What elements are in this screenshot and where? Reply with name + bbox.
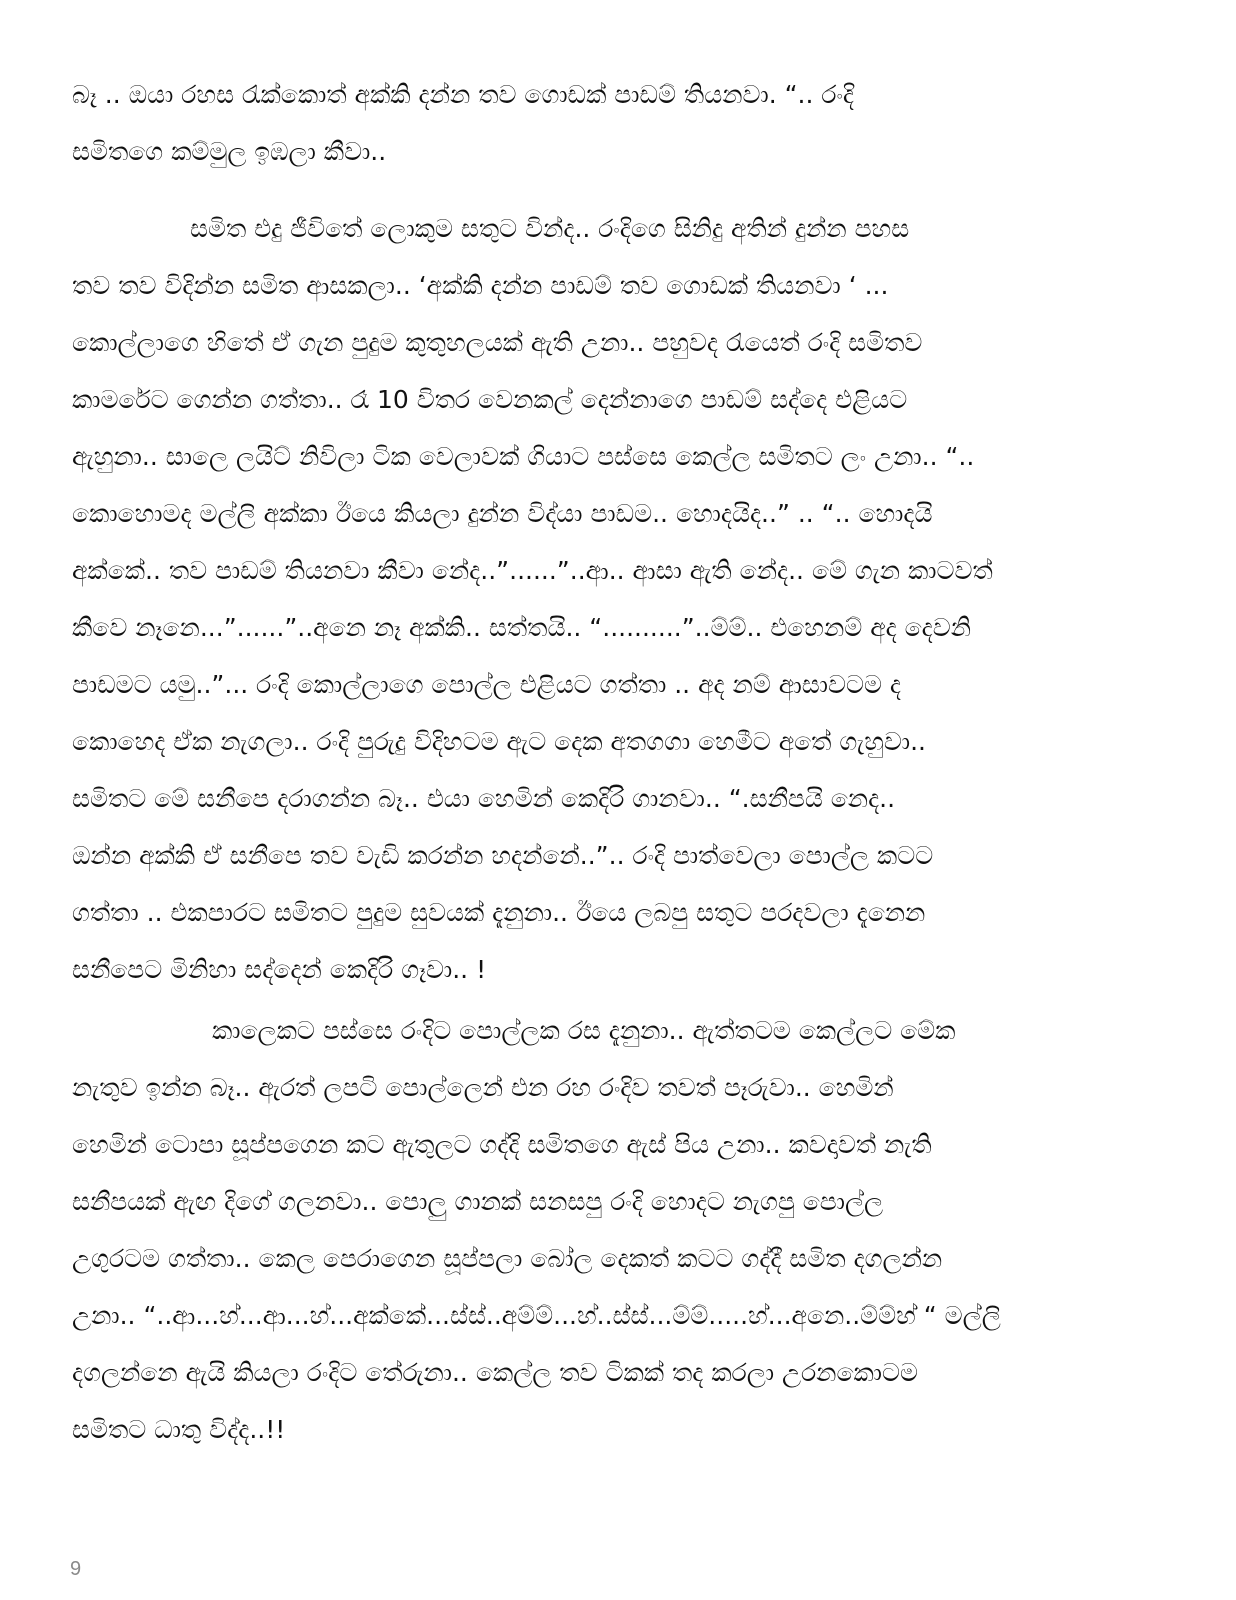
text-line: සමිතට මේ සනීපෙ දරාගන්න බෑ.. එයා හෙමින් කෙදිරි ගානවා.. “.සනීපයි නෙද.. [72, 784, 896, 813]
text-line: කොල්ලාගෙ හිතේ ඒ ගැන පුදුම කුතුහලයක් ඇති උනා.. පහුවද රැයෙත් රංදි සමිතව [72, 328, 923, 357]
text-line: කාලෙකට පස්සෙ රංදිට පොල්ලක රස දැනුනා.. ඇත්තටම කෙල්ලට මේක [212, 1016, 956, 1045]
text-line: තව තව විදින්න සමිත ආසකලා.. ‘අක්කි දන්න පාඩම් තව ගොඩක් තියනවා ‘ ... [72, 271, 889, 300]
paragraph-2 [72, 200, 1162, 998]
text-line: උනා.. “..ආ...හ්...ආ...හ්...අක්කේ...ස්ස්..අම්ම්...හ්..ස්ස්...ම්ම්.....හ්...අනෙ..ම්ම්හ් “ මල්ලි [72, 1301, 1001, 1330]
text-line: කාමරේට ගෙන්න ගත්තා.. රෑ 10 විතර වෙනකල් දෙන්නාගෙ පාඩම් සද්දෙ එළියට [72, 385, 908, 414]
paragraph-1 [72, 66, 1162, 180]
text-line: කීවෙ නෑනෙ...”......”..අනෙ නෑ අක්කි.. සත්තයි.. “..........”..ම්ම්.. එහෙනම් අද දෙවනි [72, 613, 972, 642]
text-line: හෙමින් ටොපා සූප්පගෙන කට ඇතුලට ගද්දි සමිතගෙ ඇස් පිය උනා.. කවදාවත් නැති [72, 1130, 932, 1159]
text-line: නැතුව ඉන්න බෑ.. ඇරත් ලපටි පොල්ලෙන් එන රහ රංදිව තවත් පෑරුවා.. හෙමින් [72, 1073, 894, 1102]
text-line: කොහොමද මල්ලි අක්කා ඊයෙ කියලා දුන්න විද්යා පාඩම.. හොදයිද..” .. “.. හොදයි [72, 499, 933, 528]
text-line: ඔන්න අක්කි ඒ සනීපෙ තව වැඩි කරන්න හදන්නේ..”.. රංදි පාත්වෙලා පොල්ල කටට [72, 841, 934, 870]
text-line: දගලන්නෙ ඇයි කියලා රංදිට තේරුනා.. කෙල්ල තව ටිකක් තද කරලා උරනකොටම [72, 1358, 918, 1387]
text-line: සනීපයක් ඇඟ දිගේ ගලනවා.. පොලු ගානක් සනසපු රංදි හොදට නැගපු පොල්ල [72, 1187, 884, 1216]
paragraph-3 [72, 1002, 1162, 1458]
text-line: ගත්තා .. එකපාරට සමිතට පුදුම සුවයක් දැනුනා.. ඊයෙ ලබපු සතුට පරදවලා දැනෙන [72, 898, 926, 927]
text-line: සමිත එදු ජීවිතේ ලොකුම සතුට වින්ද.. රංදිගෙ සිනිදු අතින් දුන්න පහස [190, 214, 910, 243]
text-line: අක්කේ.. තව පාඩම් තියනවා කීවා නේද..”......”..ආ.. ආසා ඇති නේද.. මේ ගැන කාටවත් [72, 556, 993, 585]
page-number: 9 [70, 1558, 82, 1580]
text-line: සමිතට ධාතු විද්ද..!! [72, 1415, 286, 1444]
text-line: ඇහුනා.. සාලෙ ලයිට් නිවිලා ටික වෙලාවක් ගියාට පස්සෙ කෙල්ල සමිතට ලං උනා.. “.. [72, 442, 975, 471]
text-line: සනීපෙට මිනිහා සද්දෙන් කෙදිරි ගෑවා.. ! [72, 955, 487, 984]
text-line: උගුරටම ගත්තා.. කෙල පෙරාගෙන සූප්පලා බෝල දෙකත් කටට ගද්දී සමිත දගලන්න [72, 1244, 943, 1273]
text-line: බෑ .. ඔයා රහස රැක්කොත් අක්කි දන්න තව ගොඩක් පාඩම් තියනවා. “.. රංදි [72, 80, 854, 109]
text-line: සමිතගෙ කම්මුල ඉඹලා කීවා.. [72, 137, 387, 166]
text-line: කොහෙද ඒක නැගලා.. රංදි පුරුදු විදිහටම ඇට දෙක අතගගා හෙමීට අතේ ගැහුවා.. [72, 727, 927, 756]
text-line: පාඩමට යමු..”... රංදි කොල්ලාගෙ පොල්ල එළියට ගත්තා .. අද නම් ආසාවටම ද [72, 670, 901, 699]
